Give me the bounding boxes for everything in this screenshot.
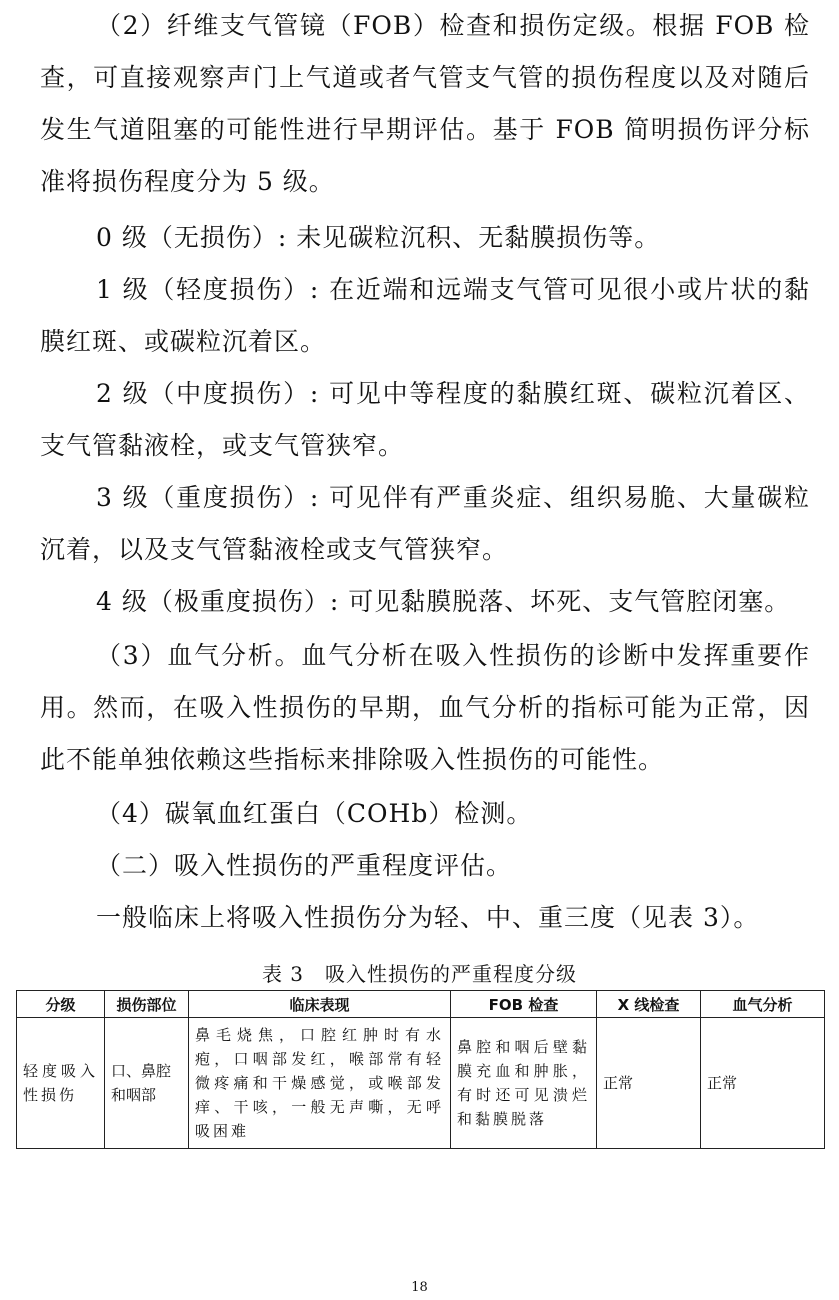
cell-xray: 正常	[597, 1018, 701, 1149]
paragraph-classification: 一般临床上将吸入性损伤分为轻、中、重三度（见表 3）。	[96, 903, 760, 932]
page-number: 18	[411, 1280, 428, 1295]
header-grade: 分级	[17, 991, 105, 1018]
paragraph-fob-intro: （2）纤维支气管镜（FOB）检查和损伤定级。根据 FOB 检查，可直接观察声门上气道或者气管支气管的损伤程度以及对随后发生气道阻塞的可能性进行早期评估。基于 FOB 简明损伤评分标准将损伤程度分为 5 级。	[40, 11, 810, 196]
paragraph-cohb: （4）碳氧血红蛋白（COHb）检测。	[96, 799, 533, 828]
header-site: 损伤部位	[105, 991, 189, 1018]
paragraph-grade-3: 3 级（重度损伤）: 可见伴有严重炎症、组织易脆、大量碳粒沉着，以及支气管黏液栓或支气管狭窄。	[40, 483, 810, 564]
severity-table	[16, 990, 825, 1149]
paragraph-grade-2: 2 级（中度损伤）: 可见中等程度的黏膜红斑、碳粒沉着区、支气管黏液栓，或支气管狭窄。	[40, 379, 810, 460]
cell-site: 口、鼻腔和咽部	[105, 1018, 189, 1149]
paragraph-blood-gas: （3）血气分析。血气分析在吸入性损伤的诊断中发挥重要作用。然而，在吸入性损伤的早期，血气分析的指标可能为正常，因此不能单独依赖这些指标来排除吸入性损伤的可能性。	[40, 641, 810, 774]
cell-blood-gas: 正常	[701, 1018, 825, 1149]
paragraph-grade-0: 0 级（无损伤）: 未见碳粒沉积、无黏膜损伤等。	[96, 223, 661, 252]
paragraph-section-heading: （二）吸入性损伤的严重程度评估。	[96, 851, 513, 880]
header-fob: FOB 检查	[451, 991, 597, 1018]
header-xray: X 线检查	[597, 991, 701, 1018]
cell-fob: 鼻腔和咽后壁黏膜充血和肿胀，有时还可见溃烂和黏膜脱落	[451, 1018, 597, 1149]
paragraph-grade-1: 1 级（轻度损伤）: 在近端和远端支气管可见很小或片状的黏膜红斑、或碳粒沉着区。	[40, 275, 810, 356]
table-header-row	[17, 991, 825, 1018]
cell-clinical: 鼻毛烧焦，口腔红肿时有水疱，口咽部发红，喉部常有轻微疼痛和干燥感觉，或喉部发痒、干咳，一般无声嘶，无呼吸困难	[189, 1018, 451, 1149]
header-blood-gas: 血气分析	[701, 991, 825, 1018]
table-title: 表 3 吸入性损伤的严重程度分级	[261, 962, 578, 986]
cell-grade: 轻度吸入性损伤	[17, 1018, 105, 1149]
paragraph-grade-4: 4 级（极重度损伤）: 可见黏膜脱落、坏死、支气管腔闭塞。	[96, 587, 791, 616]
table-row	[17, 1018, 825, 1149]
header-clinical: 临床表现	[189, 991, 451, 1018]
